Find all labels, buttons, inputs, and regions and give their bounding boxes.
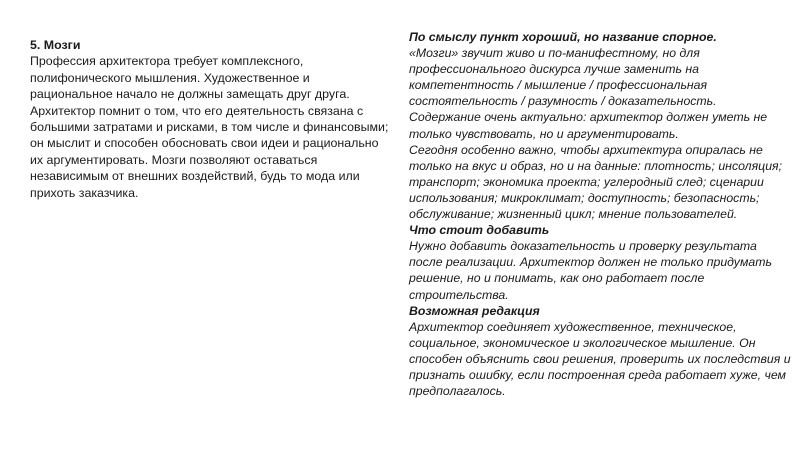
section-title: 5. Мозги bbox=[30, 38, 81, 52]
verdict-heading: По смыслу пункт хороший, но название спорное. bbox=[409, 30, 717, 44]
edit-heading: Возможная редакция bbox=[409, 303, 540, 318]
edit-text: Архитектор соединяет художественное, техническое, социальное, экономическое и экологическое мышление. Он способен объяснить свои решения, проверить их последствия и признать ошибку, если построенная среда работает хуже, чем предполагалось. bbox=[409, 319, 791, 399]
add-heading: Что стоит добавить bbox=[409, 223, 550, 238]
content-text: Содержание очень актуально: архитектор должен уметь не только чувствовать, но и аргументировать. bbox=[409, 110, 768, 141]
section-body: Профессия архитектора требует комплексного, полифонического мышления. Художественное и рациональное начало не должны замещать друг друга. Архитектор помнит о том, что его деятельность связана с большими затратами и рисками, в том числе и финансовыми; он мыслит и способен обосновать свои идеи и рационально их аргументировать. Мозги позволяют оставаться независимым от внешних воздействий, будь то мода или прихоть заказчика. bbox=[30, 54, 389, 200]
add-text: Нужно добавить доказательность и проверку результата после реализации. Архитектор должен не только придумать решение, но и понимать, как оно работает после строительства. bbox=[409, 239, 772, 302]
section-5-original bbox=[30, 37, 390, 201]
section-5-commentary bbox=[409, 29, 791, 399]
data-reliance-text: Сегодня особенно важно, чтобы архитектура опиралась не только на вкус и образ, но и на данные: плотность; инсоляция; транспорт; экономика проекта; углеродный след; сценарии использования; микроклимат; доступность; безопасность; обслуживание; жизненный цикл; мнение пользователей. bbox=[409, 142, 783, 222]
verdict-text: «Мозги» звучит живо и по-манифестному, но для профессионального дискурса лучше заменить на компетентность / мышление / профессиональная состоятельность / разумность / доказательность. bbox=[409, 46, 717, 109]
